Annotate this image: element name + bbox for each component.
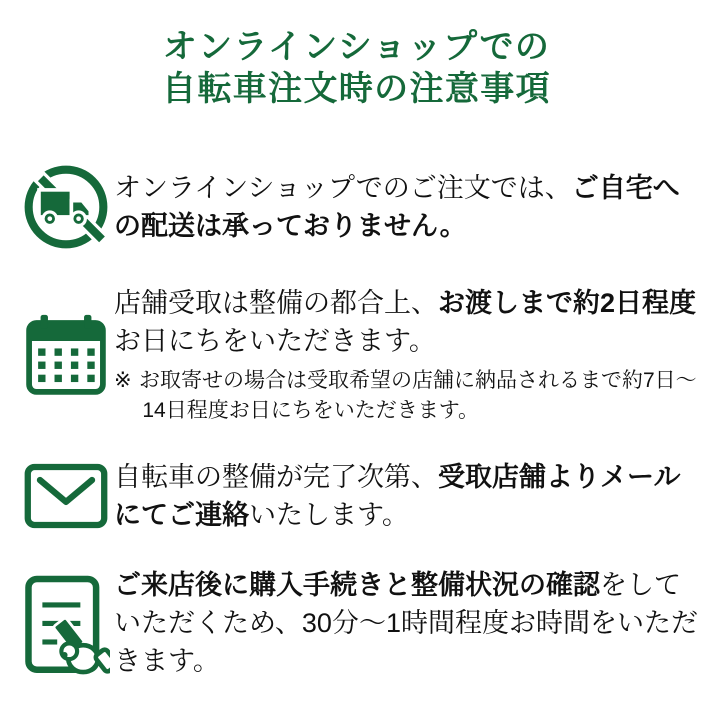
notice-sections <box>0 162 713 680</box>
envelope-icon <box>18 463 114 529</box>
section-pickup-lead-time-body <box>114 284 703 426</box>
section-instore-procedure-body <box>114 566 703 680</box>
page-title <box>0 0 713 110</box>
no-delivery-truck-icon <box>18 162 114 252</box>
text-regular: 自転車の整備が完了次第、 <box>114 462 438 492</box>
text-regular: をしていただくため、30分〜1時間程度お時間をいただきます。 <box>114 570 698 676</box>
text-regular: いたします。 <box>249 500 409 530</box>
text-bold: お渡しまで約2日程度 <box>438 288 697 318</box>
section-no-home-delivery-body <box>114 169 703 245</box>
document-signing-icon <box>18 569 114 677</box>
text-bold: 受取店舗よりメールにてご連絡 <box>114 462 681 530</box>
section-pickup-lead-time-note <box>114 366 703 426</box>
text-regular: 店舗受取は整備の都合上、 <box>114 288 438 318</box>
page-title-line2: 自転車注文時の注意事項 <box>162 70 551 108</box>
text-bold: ご自宅への配送は承っておりません。 <box>114 173 680 241</box>
section-email-notification-text <box>114 458 703 534</box>
text-regular: お日にちをいただきます。 <box>114 326 436 356</box>
calendar-icon <box>18 313 114 397</box>
section-instore-procedure <box>18 566 703 680</box>
section-pickup-lead-time-text <box>114 284 703 360</box>
section-no-home-delivery-text <box>114 169 703 245</box>
section-email-notification <box>18 458 703 534</box>
page-title-line1: オンラインショップでの <box>162 28 551 66</box>
section-instore-procedure-text <box>114 566 703 680</box>
text-bold: ご来店後に購入手続きと整備状況の確認 <box>114 570 600 600</box>
note-marker: ※ <box>114 369 132 392</box>
section-email-notification-body <box>114 458 703 534</box>
section-no-home-delivery <box>18 162 703 252</box>
section-pickup-lead-time <box>18 284 703 426</box>
note-text: お取寄せの場合は受取希望の店舗に納品されるまで約7日〜14日程度お日にちをいただきます。 <box>138 369 697 422</box>
text-regular: オンラインショップでのご注文では、 <box>114 173 572 203</box>
